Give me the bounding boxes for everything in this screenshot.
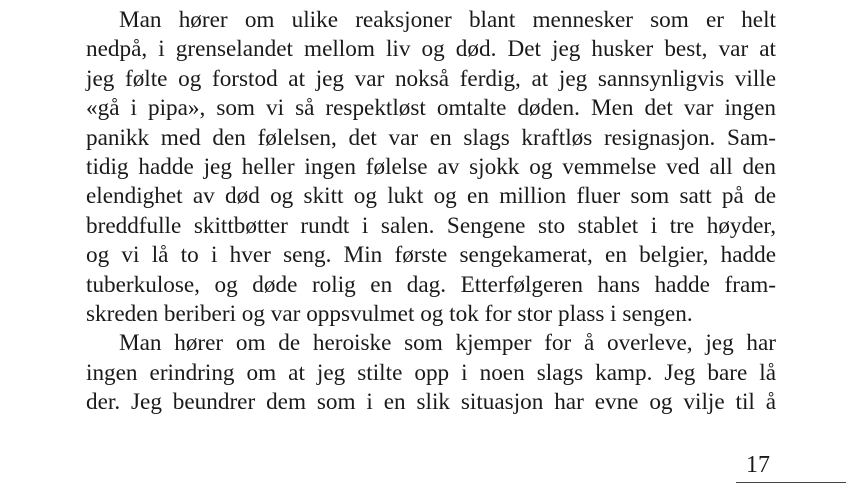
text-line: elendighet av død og skitt og lukt og en million fluer som satt på de — [86, 183, 776, 210]
text-line: Man hører om de heroiske som kjemper for å overleve, jeg har — [119, 330, 776, 357]
text-line: der. Jeg beundrer dem som i en slik situasjon har evne og vilje til å — [86, 389, 776, 416]
text-line: breddfulle skittbøtter rundt i salen. Sengene sto stablet i tre høyder, — [86, 212, 776, 239]
text-line: panikk med den følelsen, det var en slags kraftløs resignasjon. Sam- — [86, 124, 776, 151]
text-line: Man hører om ulike reaksjoner blant mennesker som er helt — [119, 7, 776, 33]
text-line: skreden beriberi og var oppsvulmet og tok for stor plass i sengen. — [86, 300, 693, 327]
text-line: jeg følte og forstod at jeg var nokså ferdig, at jeg sannsynligvis ville — [86, 65, 776, 92]
footer-rule — [736, 482, 846, 483]
text-line: og vi lå to i hver seng. Min første sengekamerat, en belgier, hadde — [86, 242, 776, 269]
text-line: «gå i pipa», som vi så respektløst omtalte døden. Men det var ingen — [86, 95, 776, 122]
paragraph-1 — [86, 6, 776, 329]
page-number: 17 — [746, 452, 770, 478]
paragraph-2 — [86, 329, 776, 417]
text-line: nedpå, i grenselandet mellom liv og død. Det jeg husker best, var at — [86, 36, 776, 63]
text-line: ingen erindring om at jeg stilte opp i noen slags kamp. Jeg bare lå — [86, 359, 776, 386]
text-line: tuberkulose, og døde rolig en dag. Etterfølgeren hans hadde fram- — [86, 271, 776, 298]
text-line: tidig hadde jeg heller ingen følelse av sjokk og vemmelse ved all den — [86, 153, 776, 180]
body-text — [86, 6, 776, 417]
